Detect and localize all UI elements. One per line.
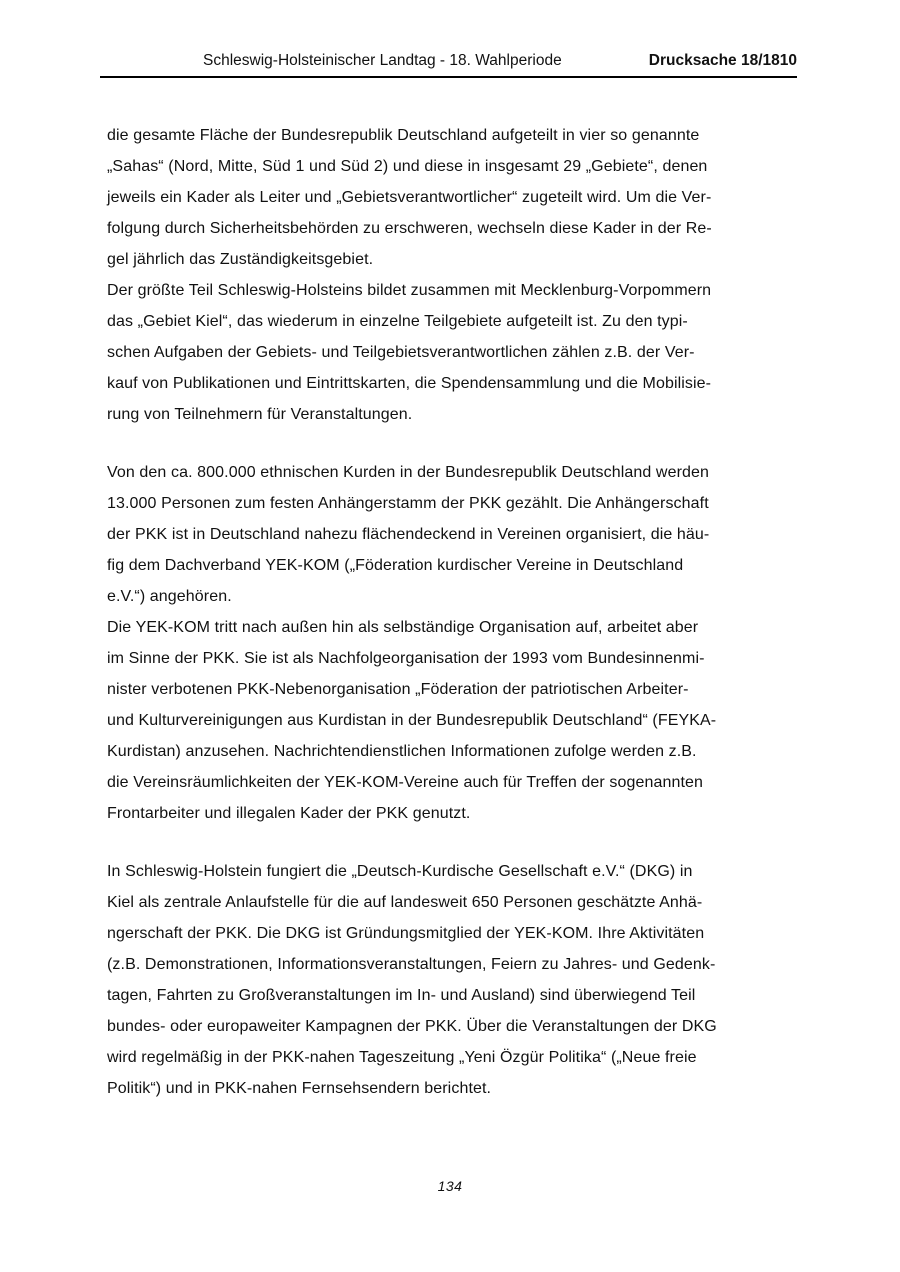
header-left-title: Schleswig-Holsteinischer Landtag - 18. Wahlperiode <box>203 52 562 69</box>
text-line: Frontarbeiter und illegalen Kader der PKK genutzt. <box>107 805 471 822</box>
text-line: die gesamte Fläche der Bundesrepublik Deutschland aufgeteilt in vier so genannte <box>107 127 700 144</box>
text-line: nister verbotenen PKK-Nebenorganisation „Föderation der patriotischen Arbeiter- <box>107 681 689 698</box>
text-line: ngerschaft der PKK. Die DKG ist Gründungsmitglied der YEK-KOM. Ihre Aktivitäten <box>107 925 705 942</box>
text-line: Von den ca. 800.000 ethnischen Kurden in der Bundesrepublik Deutschland werden <box>107 464 709 481</box>
text-line: „Sahas“ (Nord, Mitte, Süd 1 und Süd 2) und diese in insgesamt 29 „Gebiete“, denen <box>107 158 708 175</box>
text-line: das „Gebiet Kiel“, das wiederum in einzelne Teilgebiete aufgeteilt ist. Zu den typi- <box>107 313 688 330</box>
paragraph <box>107 856 807 1104</box>
text-line: schen Aufgaben der Gebiets- und Teilgebietsverantwortlichen zählen z.B. der Ver- <box>107 344 695 361</box>
text-line: Kiel als zentrale Anlaufstelle für die auf landesweit 650 Personen geschätzte Anhä- <box>107 894 703 911</box>
text-line: Kurdistan) anzusehen. Nachrichtendienstlichen Informationen zufolge werden z.B. <box>107 743 697 760</box>
text-line: Die YEK-KOM tritt nach außen hin als selbständige Organisation auf, arbeitet aber <box>107 619 699 636</box>
text-line: wird regelmäßig in der PKK-nahen Tageszeitung „Yeni Özgür Politika“ („Neue freie <box>107 1049 697 1066</box>
text-line: (z.B. Demonstrationen, Informationsveranstaltungen, Feiern zu Jahres- und Gedenk- <box>107 956 716 973</box>
text-line: In Schleswig-Holstein fungiert die „Deutsch-Kurdische Gesellschaft e.V.“ (DKG) in <box>107 863 693 880</box>
text-line: Politik“) und in PKK-nahen Fernsehsendern berichtet. <box>107 1080 492 1097</box>
text-line: gel jährlich das Zuständigkeitsgebiet. <box>107 251 374 268</box>
text-line: tagen, Fahrten zu Großveranstaltungen im In- und Ausland) sind überwiegend Teil <box>107 987 696 1004</box>
text-line: rung von Teilnehmern für Veranstaltungen. <box>107 406 413 423</box>
text-line: und Kulturvereinigungen aus Kurdistan in der Bundesrepublik Deutschland“ (FEYKA- <box>107 712 717 729</box>
paragraph <box>107 457 807 612</box>
text-line: bundes- oder europaweiter Kampagnen der PKK. Über die Veranstaltungen der DKG <box>107 1018 717 1035</box>
text-line: e.V.“) angehören. <box>107 588 232 605</box>
paragraph <box>107 275 807 430</box>
text-line: kauf von Publikationen und Eintrittskarten, die Spendensammlung und die Mobilisie- <box>107 375 712 392</box>
text-line: Der größte Teil Schleswig-Holsteins bildet zusammen mit Mecklenburg-Vorpommern <box>107 282 712 299</box>
page-footer <box>0 1178 900 1196</box>
text-line: folgung durch Sicherheitsbehörden zu erschweren, wechseln diese Kader in der Re- <box>107 220 712 237</box>
text-line: der PKK ist in Deutschland nahezu flächendeckend in Vereinen organisiert, die häu- <box>107 526 710 543</box>
document-body <box>107 120 807 1104</box>
page-number: 134 <box>437 1178 463 1194</box>
paragraph <box>107 120 807 275</box>
text-line: fig dem Dachverband YEK-KOM („Föderation kurdischer Vereine in Deutschland <box>107 557 684 574</box>
text-line: 13.000 Personen zum festen Anhängerstamm der PKK gezählt. Die Anhängerschaft <box>107 495 709 512</box>
header-rule <box>100 52 797 78</box>
page-header <box>100 0 797 78</box>
paragraph <box>107 612 807 829</box>
text-line: jeweils ein Kader als Leiter und „Gebietsverantwortlicher“ zugeteilt wird. Um die Ver- <box>107 189 712 206</box>
header-right-title: Drucksache 18/1810 <box>648 52 797 69</box>
text-line: im Sinne der PKK. Sie ist als Nachfolgeorganisation der 1993 vom Bundesinnenmi- <box>107 650 705 667</box>
text-line: die Vereinsräumlichkeiten der YEK-KOM-Vereine auch für Treffen der sogenannten <box>107 774 703 791</box>
